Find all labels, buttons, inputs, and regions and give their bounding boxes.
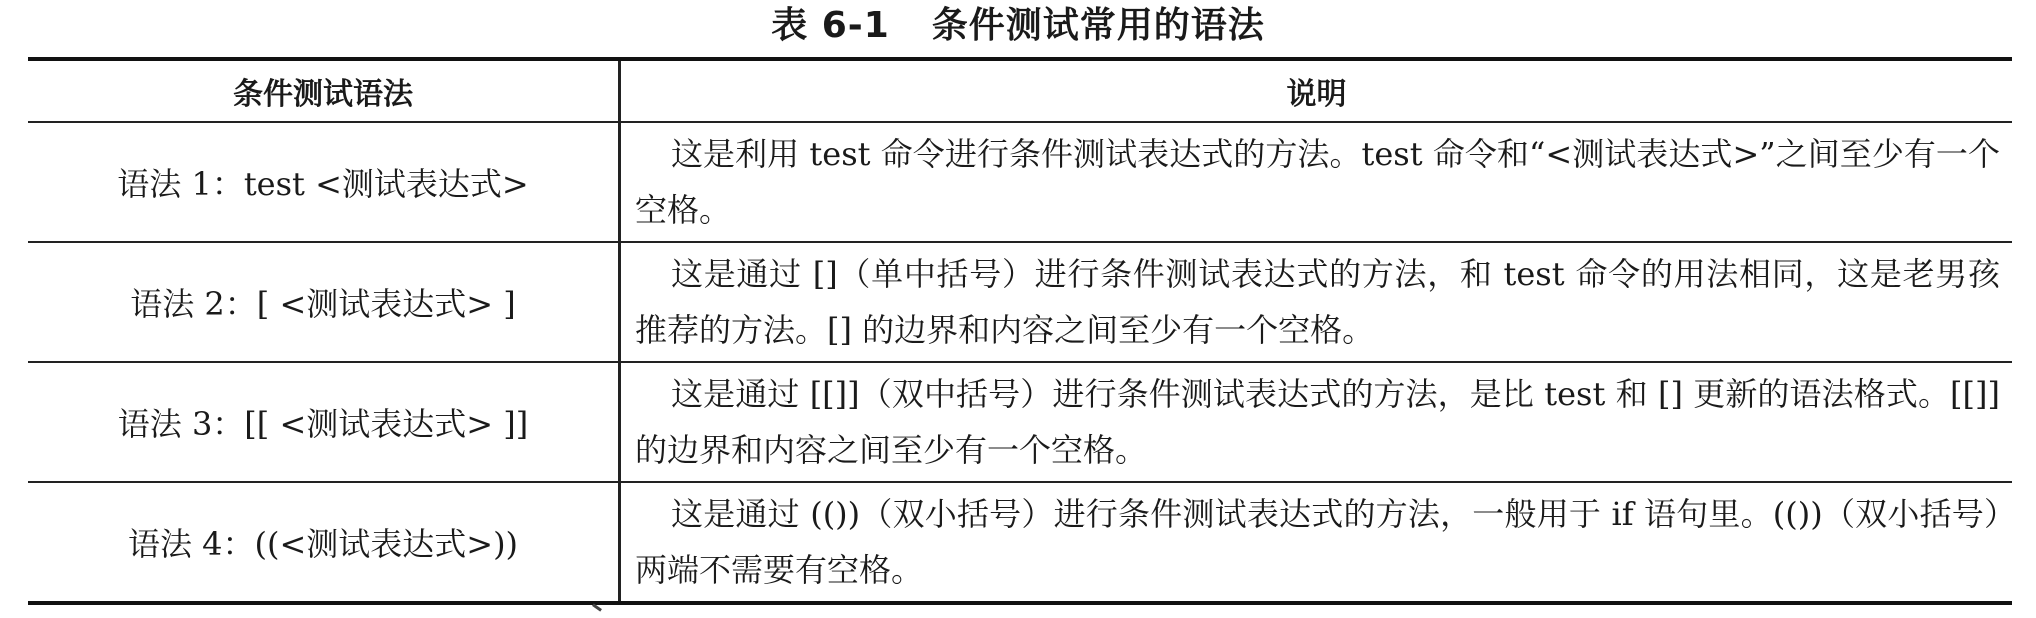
header-row [28,59,2012,122]
description-cell: 这是通过 [[]]（双中括号）进行条件测试表达式的方法，是比 test 和 [] 更新的语法格式。[[]] 的边界和内容之间至少有一个空格。 [620,362,2013,482]
table-title: 条件测试常用的语法 [931,5,1265,46]
syntax-cell: 语法 4：((<测试表达式>)) [28,482,620,603]
table-row [28,362,2012,482]
description-cell: 这是通过 (())（双小括号）进行条件测试表达式的方法，一般用于 if 语句里。(())（双小括号）两端不需要有空格。 [635,495,2000,589]
table-caption [0,0,2036,52]
syntax-table [28,57,2012,605]
table-row [28,122,2012,242]
syntax-cell: 语法 3：[[ <测试表达式> ]] [28,362,620,482]
syntax-cell: 语法 1：test <测试表达式> [28,122,620,242]
description-cell: 这是通过 []（单中括号）进行条件测试表达式的方法，和 test 命令的用法相同，这是老男孩推荐的方法。[] 的边界和内容之间至少有一个空格。 [620,242,2013,362]
syntax-cell: 语法 2：[ <测试表达式> ] [28,242,620,362]
header-syntax: 条件测试语法 [28,59,620,122]
description-cell: 这是利用 test 命令进行条件测试表达式的方法。test 命令和“<测试表达式>”之间至少有一个空格。 [620,122,2013,242]
header-description: 说明 [620,59,2013,122]
table-number: 表 6-1 [771,5,890,46]
table-row [28,242,2012,362]
table-row [28,482,2012,603]
syntax-table-container [28,57,2012,605]
